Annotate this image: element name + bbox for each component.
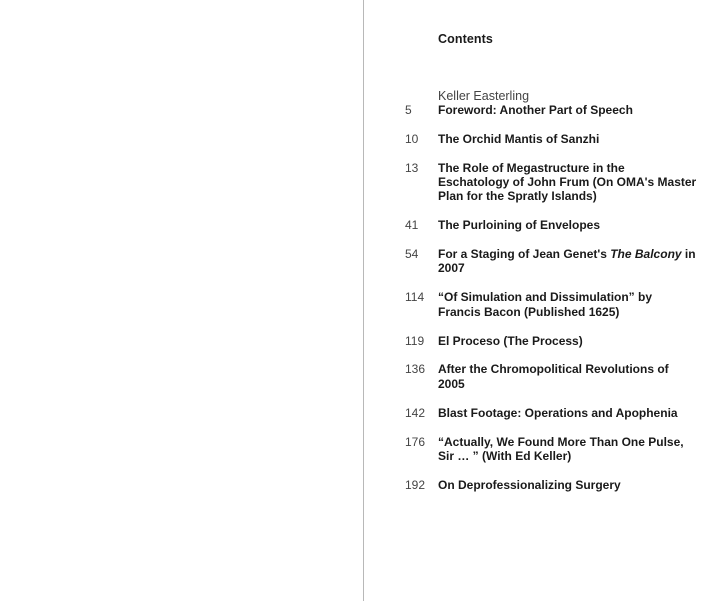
toc-entry bbox=[400, 247, 700, 276]
toc-title: “Of Simulation and Dissimulation” by Francis Bacon (Published 1625) bbox=[438, 290, 653, 319]
toc-page-number: 136 bbox=[405, 362, 426, 377]
toc-title-part: in 2007 bbox=[438, 247, 696, 276]
toc-entry bbox=[400, 103, 700, 117]
toc-title: El Proceso (The Process) bbox=[438, 333, 583, 348]
left-page bbox=[0, 0, 363, 601]
toc-title: Blast Footage: Operations and Apophenia bbox=[438, 405, 678, 420]
toc-entry bbox=[400, 406, 700, 420]
toc-title: The Role of Megastructure in the Eschatology of John Frum (On OMA's Master Plan for the Spratly Islands) bbox=[438, 160, 697, 204]
toc-entry bbox=[400, 478, 700, 492]
toc-title: On Deprofessionalizing Surgery bbox=[438, 477, 621, 492]
contents-heading: Contents bbox=[438, 32, 493, 46]
toc-page-number: 10 bbox=[405, 131, 419, 146]
toc-page-number: 5 bbox=[405, 103, 412, 117]
toc-list bbox=[400, 103, 700, 507]
toc-entry bbox=[400, 132, 700, 146]
toc-page-number: 13 bbox=[405, 160, 419, 175]
toc-entry bbox=[400, 218, 700, 232]
toc-title: Foreword: Another Part of Speech bbox=[438, 103, 633, 117]
toc-title: The Purloining of Envelopes bbox=[438, 218, 601, 233]
toc-entry bbox=[400, 334, 700, 348]
toc-page-number: 119 bbox=[405, 333, 425, 348]
toc-title: After the Chromopolitical Revolutions of 2005 bbox=[438, 362, 669, 391]
toc-entry bbox=[400, 435, 700, 464]
toc-entry bbox=[400, 290, 700, 319]
toc-page-number: 142 bbox=[405, 405, 426, 420]
toc-title-part: For a Staging of Jean Genet's bbox=[438, 247, 611, 262]
toc-page-number: 114 bbox=[405, 290, 425, 305]
toc-title-italic: The Balcony bbox=[610, 247, 682, 262]
toc-page-number: 176 bbox=[405, 434, 426, 449]
toc-page-number: 54 bbox=[405, 247, 419, 262]
toc-title: The Orchid Mantis of Sanzhi bbox=[438, 131, 600, 146]
toc-entry bbox=[400, 161, 700, 204]
author-name: Keller Easterling bbox=[438, 89, 530, 103]
toc-entry bbox=[400, 362, 700, 391]
toc-title bbox=[438, 247, 698, 276]
toc-page-number: 192 bbox=[405, 477, 426, 492]
toc-title: “Actually, We Found More Than One Pulse, Sir … ” (With Ed Keller) bbox=[438, 434, 684, 463]
toc-page-number: 41 bbox=[405, 218, 419, 233]
